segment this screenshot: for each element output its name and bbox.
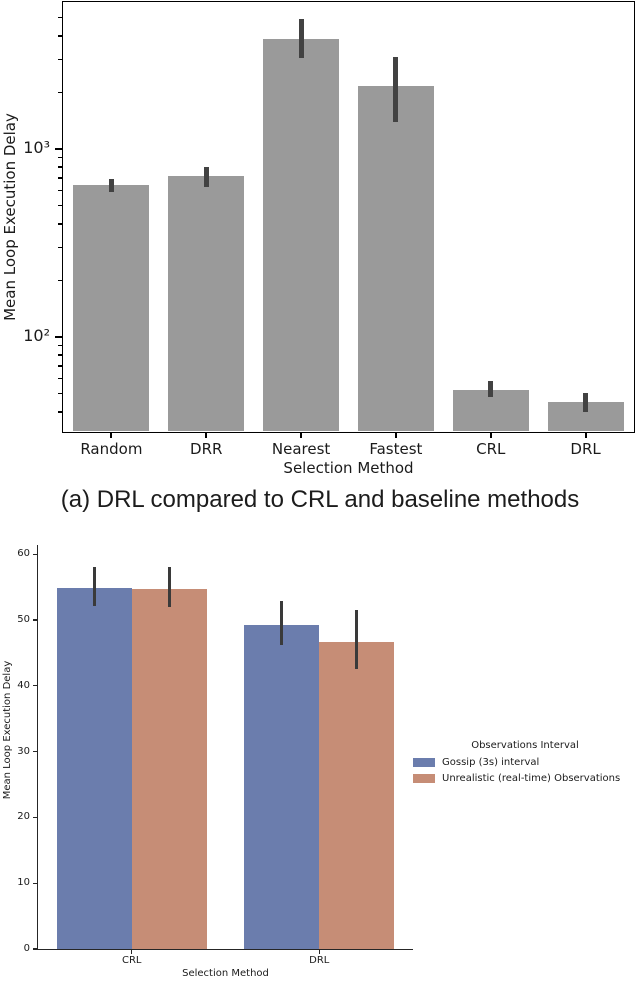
- error-bar-drl-s0: [280, 601, 283, 645]
- error-bar-crl-s0: [93, 567, 96, 606]
- x-axis-label: Selection Method: [283, 459, 414, 477]
- x-tick: [110, 433, 112, 438]
- x-tick: [319, 950, 320, 954]
- y-tick: [33, 554, 37, 555]
- y-minor-tick: [58, 190, 63, 192]
- x-tick: [205, 433, 207, 438]
- y-tick-label: 20: [17, 811, 30, 823]
- x-tick: [490, 433, 492, 438]
- y-tick: [33, 817, 37, 818]
- bar-crl-s1: [132, 589, 207, 949]
- legend-swatch-salmon-icon: [413, 774, 435, 783]
- y-axis-label: Mean Loop Execution Delay: [1, 113, 19, 321]
- x-tick-label: Fastest: [369, 440, 423, 458]
- y-tick-label: 10²: [23, 325, 50, 345]
- y-minor-tick: [58, 247, 63, 249]
- y-tick: [33, 751, 37, 752]
- y-minor-tick: [58, 59, 63, 61]
- y-tick-label: 40: [17, 679, 30, 691]
- x-tick-label: Random: [80, 440, 143, 458]
- x-tick-label: DRR: [190, 440, 223, 458]
- bar-crl-s0: [57, 588, 132, 949]
- y-major-tick: [55, 336, 63, 338]
- x-tick-label: DRL: [309, 955, 330, 966]
- chart-b-legend: [410, 740, 640, 787]
- legend-swatch-blue-icon: [413, 758, 435, 767]
- y-minor-tick: [58, 35, 63, 37]
- left-spine: [37, 545, 38, 950]
- legend-title: Observations Interval: [471, 740, 579, 751]
- y-tick: [33, 883, 37, 884]
- y-minor-tick: [58, 223, 63, 225]
- y-tick: [33, 685, 37, 686]
- y-tick-label: 60: [17, 548, 30, 560]
- y-minor-tick: [58, 280, 63, 282]
- y-minor-tick: [58, 157, 63, 159]
- x-tick: [131, 950, 132, 954]
- y-tick-label: 30: [17, 745, 30, 757]
- x-tick-label: DRL: [570, 440, 601, 458]
- x-tick: [585, 433, 587, 438]
- error-bar-crl-s1: [168, 567, 171, 607]
- legend-item-gossip: [410, 755, 640, 769]
- x-tick-label: CRL: [121, 955, 142, 966]
- x-tick: [395, 433, 397, 438]
- x-tick: [300, 433, 302, 438]
- y-minor-tick: [58, 345, 63, 347]
- legend-item-label: Unrealistic (real-time) Observations: [442, 772, 621, 784]
- y-minor-tick: [58, 17, 63, 19]
- bottom-spine: [37, 949, 413, 950]
- y-minor-tick: [58, 411, 63, 413]
- y-minor-tick: [58, 365, 63, 367]
- bar-drl-s1: [319, 642, 394, 949]
- bar-drl-s0: [244, 625, 319, 949]
- figure-caption: (a) DRL compared to CRL and baseline methods: [60, 486, 580, 513]
- x-tick-label: CRL: [476, 440, 506, 458]
- y-minor-tick: [58, 166, 63, 168]
- plot-box: [62, 1, 634, 432]
- legend-item-unrealistic: [410, 771, 640, 785]
- y-minor-tick: [58, 177, 63, 179]
- legend-item-label: Gossip (3s) interval: [442, 756, 540, 768]
- y-tick: [33, 948, 37, 949]
- y-tick-label: 10: [17, 877, 30, 889]
- y-tick-label: 10³: [23, 137, 50, 157]
- y-tick: [33, 619, 37, 620]
- y-minor-tick: [58, 378, 63, 380]
- y-minor-tick: [58, 393, 63, 395]
- x-tick-label: Nearest: [271, 440, 331, 458]
- y-axis-label: Mean Loop Execution Delay: [2, 660, 13, 800]
- error-bar-drl-s1: [355, 610, 358, 669]
- y-minor-tick: [58, 354, 63, 356]
- y-major-tick: [55, 148, 63, 150]
- y-tick-label: 50: [17, 614, 30, 625]
- y-minor-tick: [58, 205, 63, 207]
- y-minor-tick: [58, 92, 63, 94]
- y-tick-label: 0: [23, 943, 30, 954]
- x-axis-label: Selection Method: [182, 967, 269, 979]
